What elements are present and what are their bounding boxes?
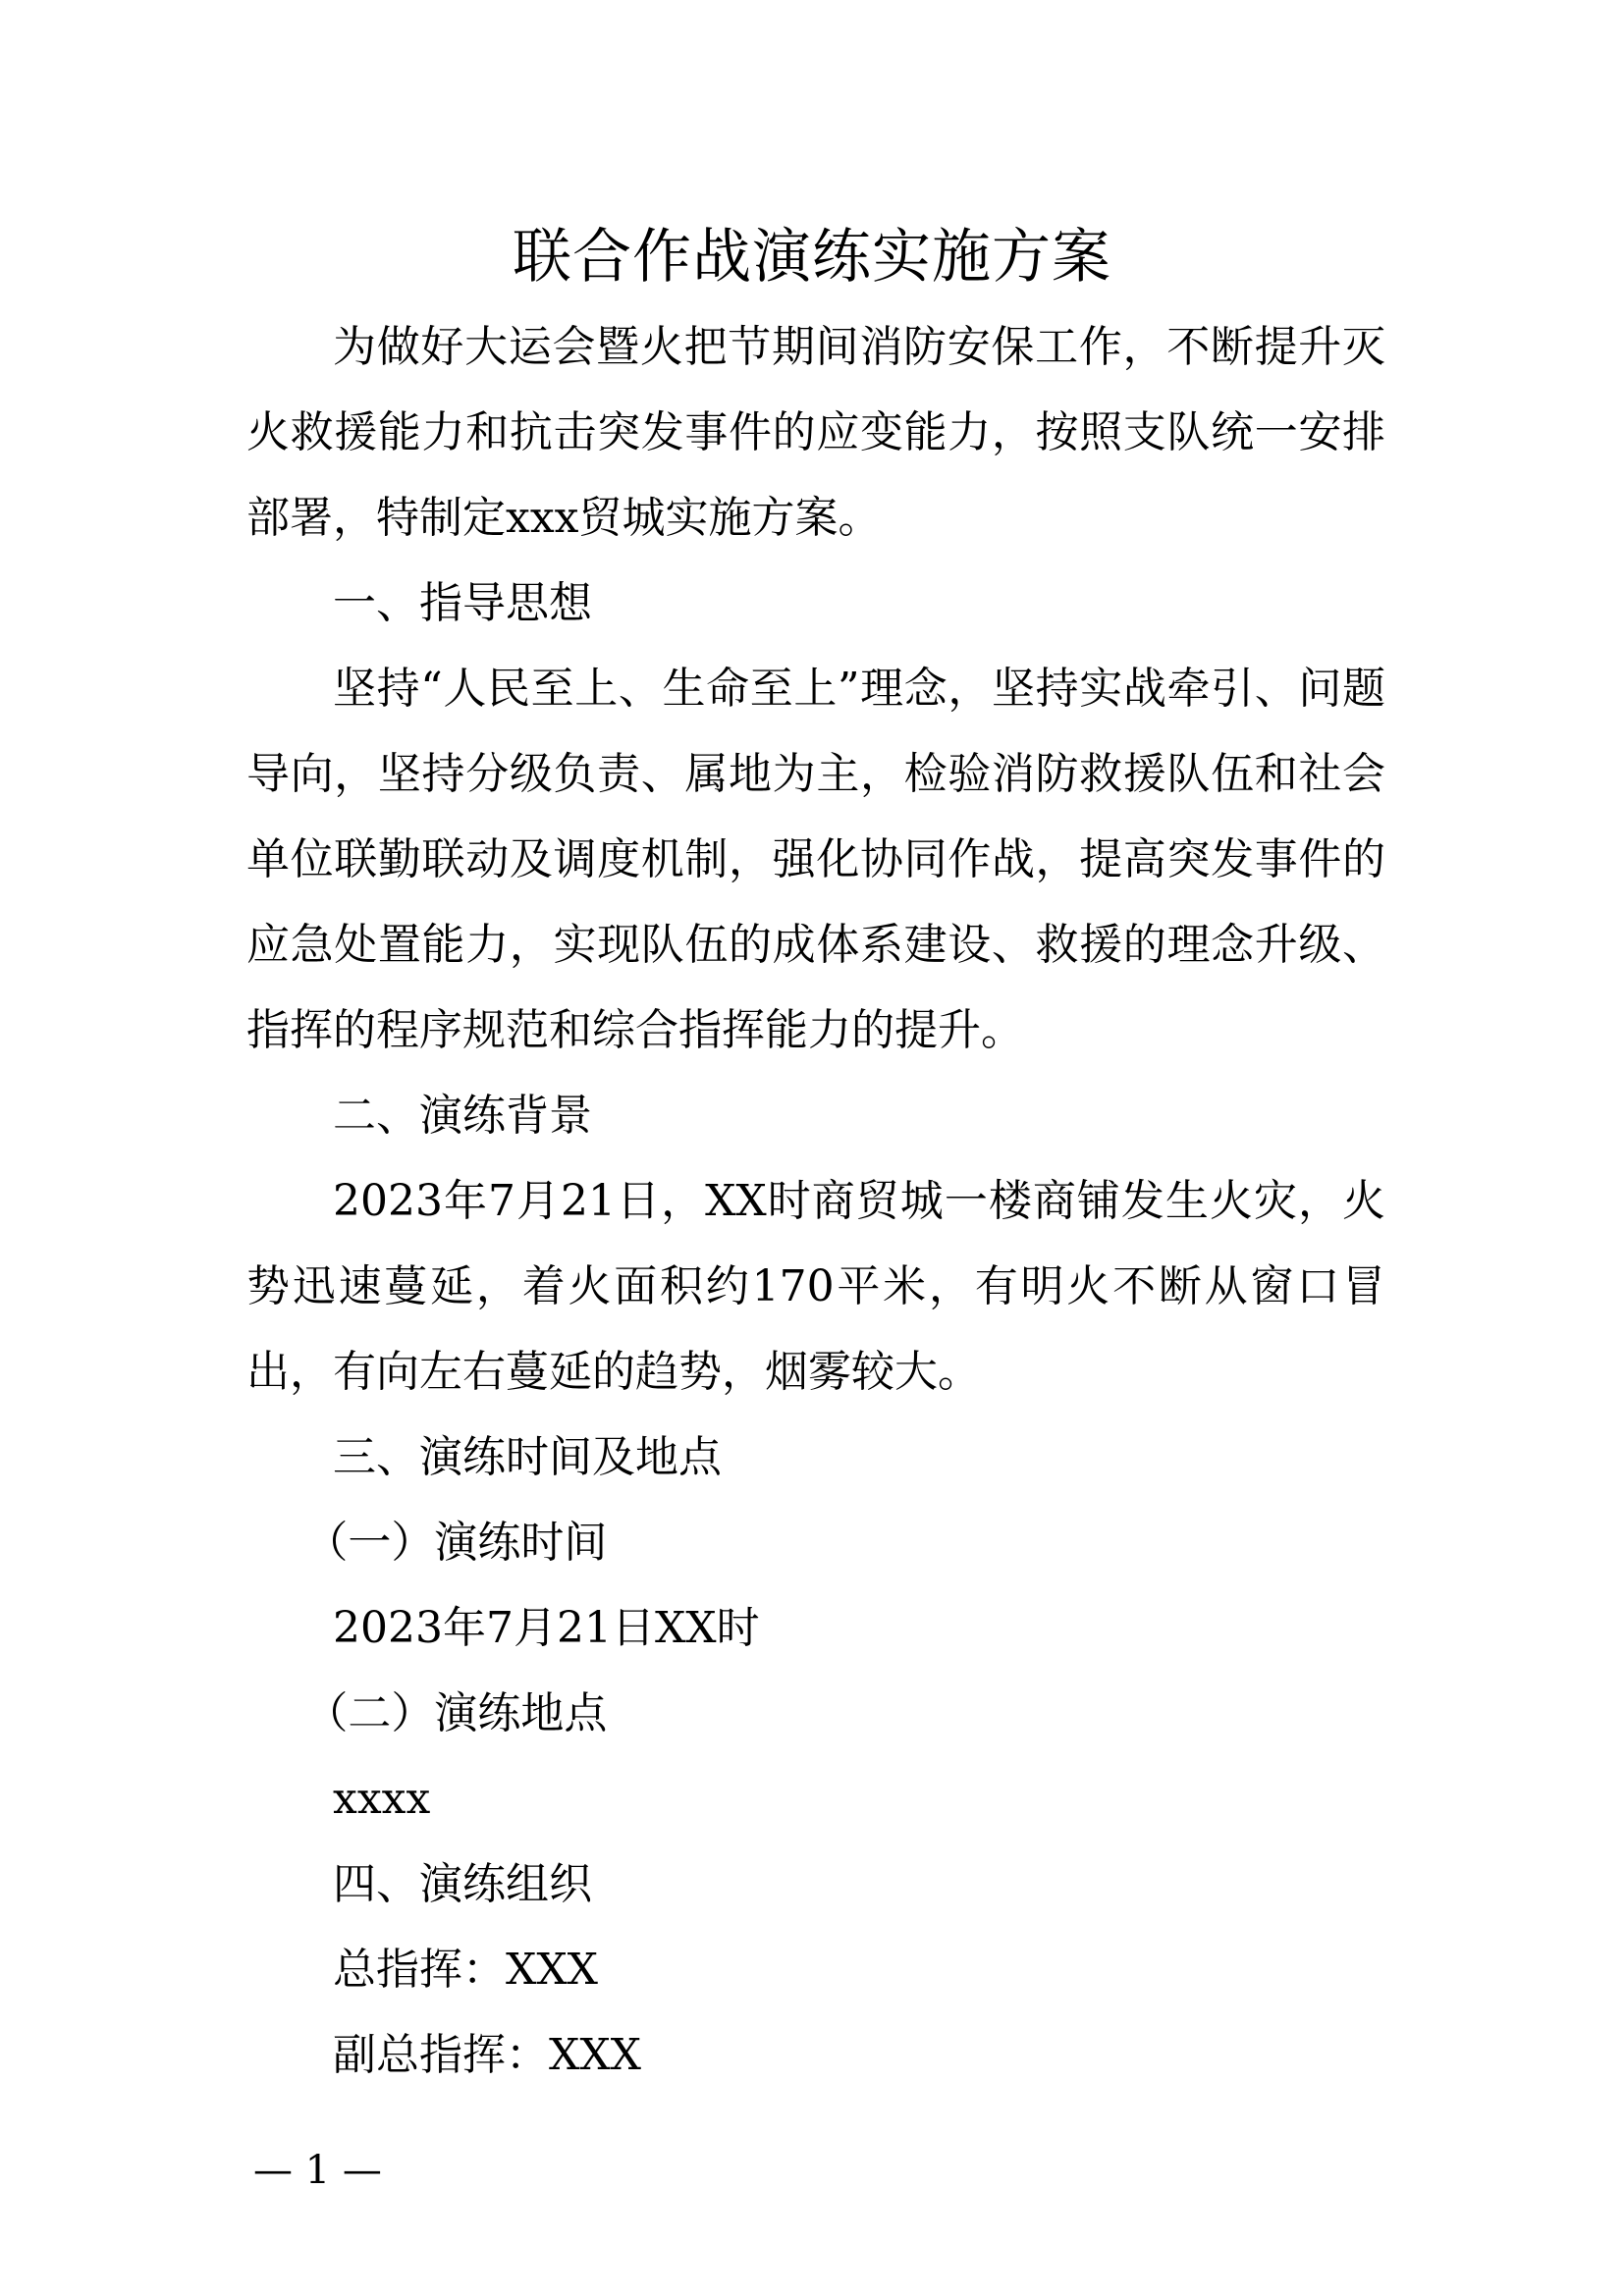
section-heading-drill-background: 二、演练背景 — [333, 1091, 592, 1141]
subheading-drill-time: （一）演练时间 — [304, 1518, 608, 1568]
deputy-commander-line: 副总指挥：XXX — [333, 2030, 641, 2080]
subheading-drill-location: （二）演练地点 — [304, 1688, 608, 1738]
page-number: — 1 — — [253, 2148, 382, 2193]
intro-paragraph: 为做好大运会暨火把节期间消防安保工作，不断提升灭火救援能力和抗击突发事件的应变能力，按照支队统一安排部署，特制定xxx贸城实施方案。 — [246, 322, 1385, 543]
section-heading-guiding-ideology: 一、指导思想 — [333, 578, 592, 628]
section-heading-drill-organization: 四、演练组织 — [333, 1859, 592, 1909]
section-heading-time-and-place: 三、演练时间及地点 — [333, 1432, 722, 1482]
document-body — [246, 304, 1385, 2098]
document-title: 联合作战演练实施方案 — [513, 223, 1111, 292]
drill-time-value: 2023年7月21日XX时 — [333, 1603, 760, 1653]
drill-location-value: xxxx — [333, 1774, 431, 1824]
drill-background-paragraph: 2023年7月21日，XX时商贸城一楼商铺发生火灾，火势迅速蔓延，着火面积约170平米，有明火不断从窗口冒出，有向左右蔓延的趋势，烟雾较大。 — [246, 1176, 1385, 1397]
guiding-ideology-paragraph: 坚持“人民至上、生命至上”理念，坚持实战牵引、问题导向，坚持分级负责、属地为主，检验消防救援队伍和社会单位联勤联动及调度机制，强化协同作战，提高突发事件的应急处置能力，实现队伍的成体系建设、救援的理念升级、指挥的程序规范和综合指挥能力的提升。 — [246, 664, 1385, 1055]
commander-line: 总指挥：XXX — [333, 1945, 598, 1995]
